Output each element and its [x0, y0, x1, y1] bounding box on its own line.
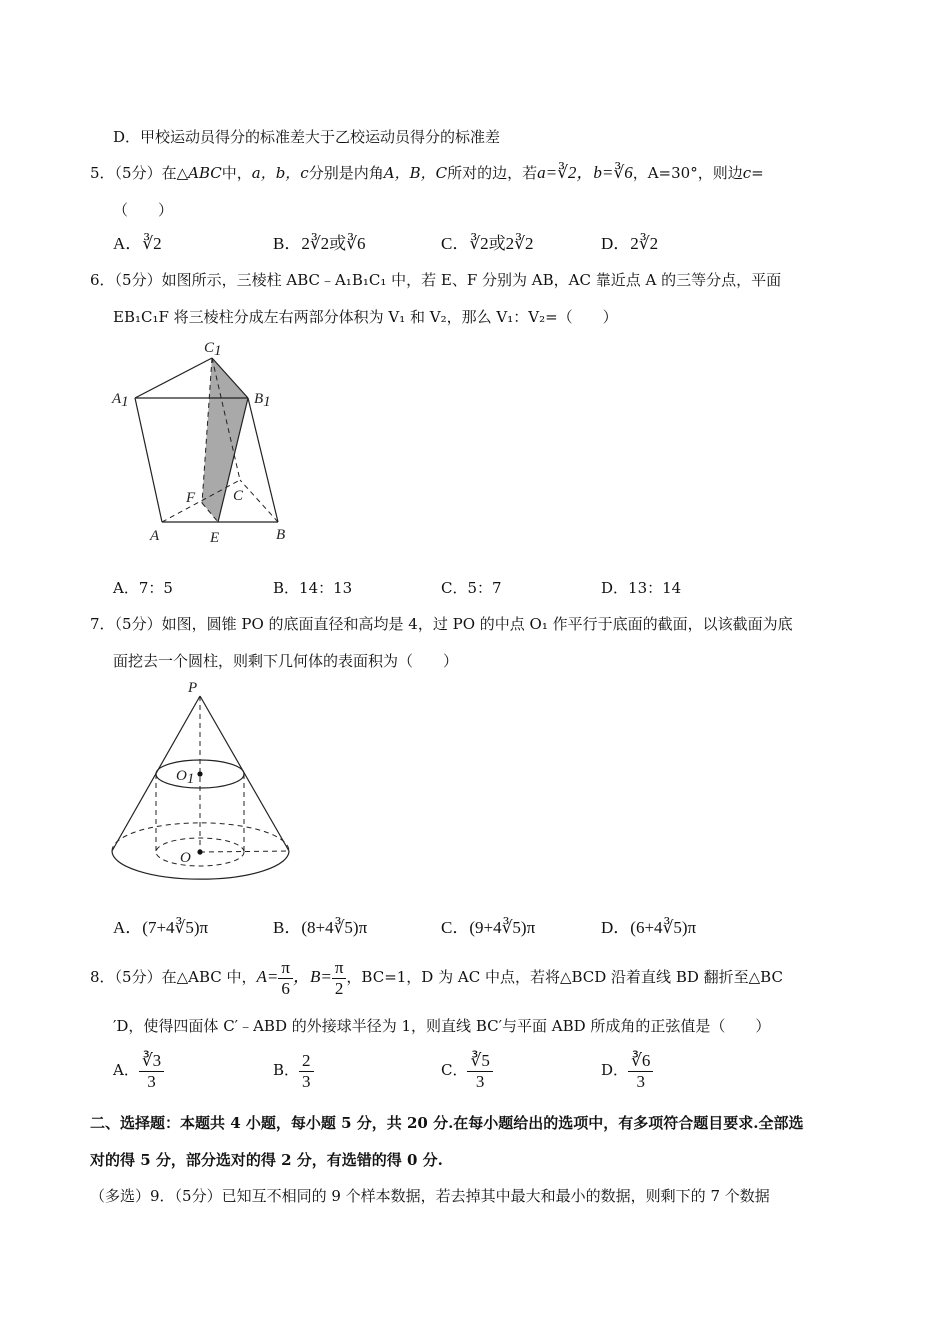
label-F: F	[186, 490, 196, 506]
q6-option-d[interactable]: D．13：14	[601, 579, 682, 597]
section2-heading-line1: 二、选择题：本题共 4 小题，每小题 5 分，共 20 分.在每小题给出的选项中，有多项符合题目要求.全部选	[90, 1114, 804, 1132]
q8-option-d[interactable]: D． $\frac{∛6}{3}$	[601, 1048, 653, 1092]
q5-stem-line1: 5．（5分）在△ABC中，a，b，c分别是内角A，B，C所对的边，若a=∛2，b=∛6，A=30°，则边c=	[90, 163, 764, 182]
frac-b: $\frac{\pi}{2}$	[332, 958, 347, 999]
label-B1: B1	[254, 391, 271, 410]
q6-option-b[interactable]: B．14：13	[273, 579, 353, 597]
q7-stem-line2: 面挖去一个圆柱，则剩下几何体的表面积为（ ）	[113, 652, 459, 670]
label-P: P	[188, 680, 198, 696]
q5-stem-line2: （ ）	[113, 201, 174, 219]
q8-option-c[interactable]: C． $\frac{∛5}{3}$	[441, 1048, 493, 1092]
cone-figure	[100, 676, 310, 891]
q7-option-d[interactable]: D．(6+4∛5)π	[601, 918, 697, 937]
label-A: A	[150, 528, 160, 544]
q8-stem-line1: 8．（5分）在△ABC 中，A= $\frac{\pi}{6}$ ，B= $\frac{\pi}{2}$ ，BC=1，D 为 AC 中点，若将△BCD 沿着直线 BD 翻折至△BC	[90, 957, 783, 998]
q8-stem-line2: ′D，使得四面体 C′﹣ABD 的外接球半径为 1，则直线 BC′与平面 ABD 所成角的正弦值是（ ）	[113, 1017, 771, 1035]
q9-stem-line1: （多选）9．（5分）已知互不相同的 9 个样本数据，若去掉其中最大和最小的数据，则剩下的 7 个数据	[90, 1187, 770, 1205]
q6-stem-line2: EB₁C₁F 将三棱柱分成左右两部分体积为 V₁ 和 V₂，那么 V₁：V₂=（ ）	[113, 308, 618, 326]
q5-option-d[interactable]: D．2∛2	[601, 234, 659, 253]
q4-option-d: D．甲校运动员得分的标准差大于乙校运动员得分的标准差	[113, 128, 501, 146]
label-O: O	[180, 850, 191, 866]
q7-stem-line1: 7．（5分）如图，圆锥 PO 的底面直径和高均是 4，过 PO 的中点 O₁ 作平行于底面的截面，以该截面为底	[90, 615, 793, 633]
label-C1: C1	[204, 340, 222, 359]
section2-heading-line2: 对的得 5 分，部分选对的得 2 分，有选错的得 0 分.	[90, 1151, 443, 1169]
label-O1: O1	[176, 768, 195, 787]
q7-option-b[interactable]: B．(8+4∛5)π	[273, 918, 368, 937]
q7-option-c[interactable]: C．(9+4∛5)π	[441, 918, 536, 937]
prism-figure	[100, 330, 320, 560]
q5-option-c[interactable]: C．∛2或2∛2	[441, 234, 534, 253]
label-E: E	[210, 530, 220, 546]
label-B: B	[276, 527, 286, 543]
q6-option-c[interactable]: C．5：7	[441, 579, 502, 597]
label-C: C	[233, 488, 244, 504]
label-A1: A1	[112, 391, 129, 410]
q7-option-a[interactable]: A．(7+4∛5)π	[113, 918, 209, 937]
q8-option-a[interactable]: A． $\frac{∛3}{3}$	[113, 1048, 164, 1092]
q8-option-b[interactable]: B． $\frac{2}{3}$	[273, 1048, 314, 1092]
q5-option-b[interactable]: B．2∛2或∛6	[273, 234, 366, 253]
frac-a: $\frac{\pi}{6}$	[278, 958, 293, 999]
q6-option-a[interactable]: A．7：5	[113, 579, 173, 597]
q6-stem-line1: 6．（5分）如图所示，三棱柱 ABC﹣A₁B₁C₁ 中，若 E、F 分别为 AB，AC 靠近点 A 的三等分点，平面	[90, 271, 782, 289]
q5-option-a[interactable]: A．∛2	[113, 234, 162, 253]
